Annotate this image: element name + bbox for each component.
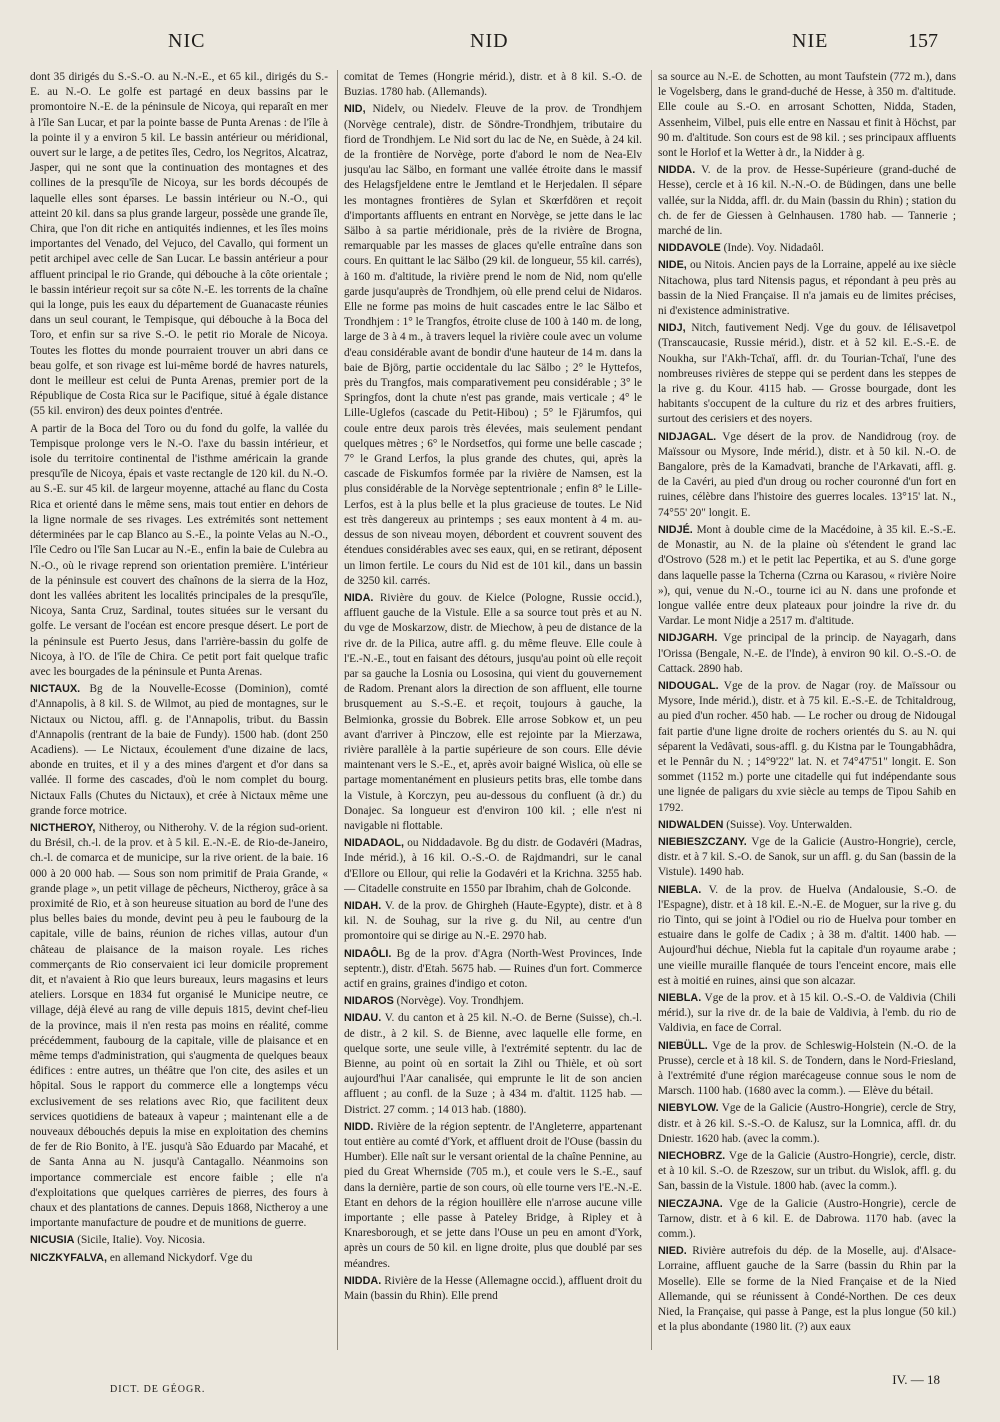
footer-volume-sheet: IV. — 18 bbox=[892, 1372, 940, 1387]
entry-body: comitat de Temes (Hongrie mérid.), distr. et à 8 kil. S.-O. de Buzias. 1780 hab. (Allemands). bbox=[344, 71, 642, 99]
dictionary-entry bbox=[344, 591, 642, 834]
running-head-left: NIC bbox=[168, 30, 206, 52]
entry-body: Vge désert de la prov. de Nandidroug (roy. de Maïssour ou Mysore, Inde mérid.), distr. et à 50 kil. N.-O. de Bangalore, près de la Kamadvati, branche de l'Arkavati, affl. g. de la Cavéri, au pied d'un droug ou rocher couronné d'un fort en ruines, célèbre dans l'histoire des guerres locales. 13°15' lat. N., 74°55' 20" longit. E. bbox=[658, 430, 956, 519]
entry-body: Vge de la Galicie (Austro-Hongrie), cercle de Stry, distr. et à 26 kil. S.-S.-O. de Kalusz, sur la Lomnica, affl. dr. du Dniestr. 1620 hab. (avec la comm.). bbox=[658, 1102, 956, 1145]
entry-headword: NIDAH. bbox=[344, 899, 382, 912]
entry-body: Vge de la Galicie (Austro-Hongrie), cercle, distr. et à 7 kil. S.-O. de Sanok, sur un affl. g. du San (bassin de la Vistule). 1490 hab. bbox=[658, 835, 956, 879]
entry-headword: NIDAU. bbox=[344, 1012, 382, 1025]
entry-headword: NIDDA. bbox=[658, 164, 696, 177]
dictionary-entry bbox=[658, 883, 956, 989]
dictionary-entry bbox=[658, 1149, 956, 1195]
entry-headword: NIEBLA. bbox=[658, 883, 702, 896]
entry-headword: NIDJAGAL. bbox=[658, 430, 717, 443]
entry-body: Bg de la Nouvelle-Ecosse (Dominion), comté d'Annapolis, à 8 kil. S. de Wilmot, au pied de montagnes, sur le Nictaux ou Nictou, affl. g. de l'Annapolis, tribut. du Bassin d'Annapolis (rentrant de la baie de Fundy). 1500 hab. (dont 250 Acadiens). — Le Nictaux, écoulement d'une dizaine de lacs, abonde en truites, et il y a des mines d'argent et d'or dans sa vallée. Il forme des cascades, d'où le nom complet du bourg. Nictaux Falls (Chutes du Nictaux), et crée à Nictaux même une grande force motrice. bbox=[30, 683, 328, 817]
page-number: 157 bbox=[908, 30, 938, 52]
entry-body: Vge de la prov. et à 15 kil. O.-S.-O. de Valdivia (Chili mérid.), sur la rive dr. de la baie de Valdivia, à l'emb. du rio de Valdivia, en face de Corral. bbox=[658, 991, 956, 1035]
running-head-center: NID bbox=[470, 30, 509, 52]
entry-headword: NICUSIA bbox=[30, 1234, 75, 1247]
text-column-1 bbox=[30, 70, 328, 1360]
dictionary-entry bbox=[344, 899, 642, 945]
dictionary-entry bbox=[658, 679, 956, 816]
footer-signature: DICT. DE GÉOGR. bbox=[110, 1384, 206, 1395]
dictionary-entry bbox=[658, 321, 956, 427]
entry-headword: NIDAÔLI. bbox=[344, 947, 392, 960]
dictionary-entry bbox=[344, 70, 642, 100]
entry-headword: NIDE, bbox=[658, 259, 687, 272]
text-column-2 bbox=[344, 70, 642, 1360]
entry-headword: NID, bbox=[344, 103, 366, 116]
dictionary-entry bbox=[658, 835, 956, 881]
entry-headword: NIED. bbox=[658, 1245, 687, 1258]
entry-body: Nidelv, ou Niedelv. Fleuve de la prov. de Trondhjem (Norvège centrale), distr. de Söndre-Trondhjem, tributaire du fiord de Trondhjem. Le Nid sort du lac de Ne, en Suède, à 24 kil. de la frontière de Norvège, porte d'abord le nom de Nea-Elv jusqu'au lac Sälbo, en formant une vallée étroite dans le massif des Helagsfjeldene entre le Jemtland et le Herjedalen. Il sépare les montagnes frontières de Sylan et Skœrfdören et reçoit d'importants affluents en entrant en Norvège, se jette dans le lac Sälbo à sa partie méridionale, près de la rivière de Brogna, remarquable par les masses de glaces qu'elle entraîne dans son cours. En quittant le lac Sälbo (29 kil. de longueur, 55 kil. carrés), à 160 m. d'altitude, la rivière prend le nom de Nid, nom qu'elle garde jusqu'auprès de Trondhjem, où elle prend celui de Nidaros. Elle ne forme pas moins de huit cascades entre le lac Sälbo et Trondhjem : 1° le Trangfos, étroite cluse de 100 à 140 m. de long, large de 3 à 4 m., à travers lequel la rivière coule avec un volume d'eau considérable avant de bondir d'une hauteur de 14 m. dans la baie de Björg, partie occidentale du lac Sälbo ; 2° le Hyttefos, près du Trangfos, mais comparativement peu considérable ; 3° le Springfos, dont la chute n'est pas grande, mais verticale ; 4° le Lille-Uglefos (cascade du Petit-Hibou) ; 5° le Fjärumfos, qui coule entre deux parois très élevées, mais seulement pendant quelques mètres ; 6° le Nordsetfos, qui forme une belle cascade ; 7° le Grand Lerfos, la plus grande des chutes, qui, après la cascade de Fiskumfos formée par la rivière de Namsen, est la plus considérable de la Norvège septentrionale ; enfin 8° le Lille-Lerfos, est à la plus belle et la plus gracieuse de toutes. Le Nid est très dangereux au printemps ; ses eaux montent à 4 m. au-dessus de son niveau moyen, débordent et couvrent souvent des étendues considérables avec ses eaux, qui, en se retirant, déposent un limon fertile. Le cours du Nid est de 101 kil., dans un bassin de 3250 kil. carrés. bbox=[344, 103, 642, 587]
entry-headword: NIECZAJNA. bbox=[658, 1197, 723, 1210]
entry-body: Vge de la prov. de Schleswig-Holstein (N.-O. de la Prusse), cercle et à 18 kil. S. de Tondern, dans le Nord-Friesland, à l'extrémité d'une région marécageuse connue sous le nom de Marsch. 1100 hab. (1680 avec la comm.). — Elève du bétail. bbox=[658, 1039, 956, 1098]
dictionary-entry bbox=[30, 1251, 328, 1266]
entry-headword: NIDDAVOLE bbox=[658, 242, 721, 255]
dictionary-entry bbox=[30, 70, 328, 420]
dictionary-entry bbox=[30, 821, 328, 1231]
dictionary-entry bbox=[658, 430, 956, 521]
entry-headword: NIEBLA. bbox=[658, 991, 702, 1004]
entry-body: ou Niddadavole. Bg du distr. de Godavéri (Madras, Inde mérid.), à 16 kil. O.-S.-O. de Rajdmandri, sur le canal d'Ellore ou Ellour, qui relie la Godavéri et la Krichna. 3255 hab. — Citadelle construite en 1550 par Ibrahim, chah de Golconde. bbox=[344, 837, 642, 895]
dictionary-entry bbox=[30, 682, 328, 819]
entry-body: (Sicile, Italie). Voy. Nicosia. bbox=[77, 1234, 206, 1247]
entry-body: V. de la prov. de Hesse-Supérieure (grand-duché de Hesse), cercle et à 16 kil. N.-N.-O. de Büdingen, dans une belle vallée, sur la Nidda, affl. dr. du Main (bassin du Rhin) ; station du ch. de fer de Giessen à Gelnhausen. 1780 hab. — Tannerie ; marché de lin. bbox=[658, 164, 956, 238]
entry-body: Rivière autrefois du dép. de la Moselle, auj. d'Alsace-Lorraine, affluent gauche de la Sarre (bassin du Rhin par la Moselle). Elle se forme de la Nied Française et de la Nied Allemande, qui se réunissent à Condé-Northen. De ces deux Nied, la Française, qui passe à Pange, est la plus longue (50 kil.) et la plus abondante (1980 lit. (?) aux eaux bbox=[658, 1245, 956, 1334]
entry-headword: NIDAROS bbox=[344, 995, 394, 1008]
entry-body: A partir de la Boca del Toro ou du fond du golfe, la vallée du Tempisque prolonge vers le N.-O. l'axe du bassin intérieur, et isole du territoire continental de l'isthme américain la grande presqu'île de Nicoya, épais et vaste rectangle de 120 kil. du N.-O. au S.-E. sur 45 kil. de largeur moyenne, attaché au flanc du Costa Rica et orienté dans le même sens, mais tout entier en dehors de la ligne normale de ses rivages. Les extrémités sont nettement déterminées par le cap Blanco au S.-E., la pointe Velas au N.-O., l'île Cedro ou l'île San Lucar au N.-E., enfin la baie de Culebra au N.-O., où le rivage reprend son orientation première. L'intérieur de la péninsule est couvert des chaînons de la sierra de la Hoz, dont les vallées abritent les localités principales de la presqu'île, Nicoya, Santa Cruz, Sardinal, toutes situées sur le versant du golfe. Le versant de l'océan est encore presque désert. Le port de la péninsule est Puerto Jesus, dans l'arrière-bassin du golfe de Nicoya, à l'O. de l'île de Chira. Ce petit port fait quelque trafic avec les bourgades de la péninsule et Punta Arenas. bbox=[30, 422, 328, 678]
entry-headword: NICTAUX. bbox=[30, 683, 81, 696]
entry-headword: NIDJGARH. bbox=[658, 632, 718, 645]
entry-body: (Inde). Voy. Nidadaôl. bbox=[723, 242, 824, 255]
entry-body: Vge de la Galicie (Austro-Hongrie), cercle de Tarnow, distr. et à 6 kil. E. de Dabrowa. 1170 hab. (avec la comm.). bbox=[658, 1197, 956, 1241]
entry-body: Nitch, fautivement Nedj. Vge du gouv. de Iélisavetpol (Transcaucasie, Russie mérid.), distr. et à 52 kil. E.-S.-E. de Noukha, sur l'Akh-Tchaï, affl. dr. du Tourian-Tchaï, l'une des nombreuses rivières de steppe qui se perdent dans les steppes de la rive g. du Kour. 4115 hab. — Grosse bourgade, dont les habitants s'occupent de la culture du riz et des arbres fruitiers, surtout des cerisiers et des noyers. bbox=[658, 322, 956, 426]
dictionary-entry bbox=[658, 1244, 956, 1335]
entry-headword: NICTHEROY, bbox=[30, 821, 96, 834]
entry-headword: NIECHOBRZ. bbox=[658, 1150, 726, 1163]
text-column-3 bbox=[658, 70, 956, 1360]
entry-headword: NIEBYLOW. bbox=[658, 1102, 719, 1115]
dictionary-entry bbox=[658, 1039, 956, 1100]
dictionary-entry bbox=[658, 258, 956, 319]
entry-headword: NIDJ, bbox=[658, 322, 686, 335]
entry-body: Mont à double cime de la Macédoine, à 35 kil. E.-S.-E. de Monastir, au N. de la plaine où s'étendent le grand lac d'Ostrovo (528 m.) et le petit lac Pepertika, et au S. d'une gorge dans laquelle passe la Tcherna (Czrna ou Karasou, « rivière Noire »), qui, venue du N.-O., tourne ici au N. dans une profonde et longue vallée entre deux plateaux pour joindre la rive dr. du Vardar. Le mont Nidje a 2517 m. d'altitude. bbox=[658, 523, 956, 628]
dictionary-entry bbox=[344, 1274, 642, 1304]
entry-headword: NIDADAOL, bbox=[344, 837, 404, 850]
entry-body: ou Nitois. Ancien pays de la Lorraine, appelé au ixe siècle Nitachowa, plus tard Nitensis pagus, et répondant à peu près au bassin de la Nied Française. Il n'a jamais eu de limites précises, ni d'existence administrative. bbox=[658, 259, 956, 318]
dictionary-entry bbox=[658, 818, 956, 833]
entry-body: V. de la prov. de Huelva (Andalousie, S.-O. de l'Espagne), distr. et à 18 kil. E.-N.-E. de Moguer, sur la rive g. du rio Tinto, qui se joint à l'Odiel ou rio de Huelva pour tomber en estuaire dans le golfe de Cadix ; à 38 m. d'altit. 1400 hab. — Aujourd'hui déchue, Niebla fut la capitale d'un royaume arabe ; une vieille muraille flanquée de tours l'enceint encore, mais elle est à moitié en ruines, ainsi que son alcazar. bbox=[658, 883, 956, 987]
entry-headword: NIDOUGAL. bbox=[658, 679, 719, 692]
entry-body: dont 35 dirigés du S.-S.-O. au N.-N.-E., et 65 kil., dirigés du S.-E. au N.-O. Le golfe est partagé en deux bassins par le promontoire N.-E. de la péninsule de Nicoya, qui reparaît en mer à l'île San Lucar, et par la pointe basse de Punta Arenas : de l'île à la pointe il y a environ 5 kil. Le bassin antérieur ou méridional, ouvert sur le large, a de petites îles, Cedro, los Negritos, Alcatraz, Jasper, qui ne sont que la continuation des montagnes et des collines de la presqu'île de Nicoya, sur les bords découpés de laquelle elles sont éparses. Le bassin intérieur ou N.-O., qui atteint 20 kil. dans sa plus grande largeur, possède une grande île, Chira, que l'on dit riche en antiquités indiennes, et les îles moins importantes del Venado, del Vejuco, del Cavallo, qui forment un petit archipel avec celle de San Lucar. Le bassin antérieur a pour affluent principal le rio Grande, qui débouche à la côte orientale ; le bassin intérieur reçoit sur sa côte N.-E. les torrents de la chaîne qui la longe, puis les eaux du département de Guanacaste réunies dans un seul courant, le Tempisque, qui débouche à la Boca del Toro, et enfin sur sa rive S.-O. le petit rio Morale de Nicoya. Toutes les flottes du monde pourraient trouver un abri dans ce beau golfe, et son rivage est lui-même bordé de havres naturels, dont le meilleur est celui de Punta Arenas, premier port de la République de Costa Rica sur le Pacifique, situé à égale distance (55 kil. environ) des deux pointes d'entrée. bbox=[30, 71, 328, 418]
dictionary-entry bbox=[344, 836, 642, 897]
entry-body: Vge de la Galicie (Austro-Hongrie), cercle, distr. et à 10 kil. S.-O. de Rzeszow, sur un tribut. du Wislok, affl. g. du San, bassin de la Vistule. 1800 hab. (avec la comm.). bbox=[658, 1150, 956, 1193]
entry-body: Vge de la prov. de Nagar (roy. de Maïssour ou Mysore, Inde mérid.), distr. et à 75 kil. E.-S.-E. de Tchitaldroug, au pied d'un rocher. 450 hab. — Le rocher ou droug de Nidougal fait partie d'une ligne droite de rochers orientés du S. au N. qui séparent la Vedâvati, sous-affl. g. du Kistna par le Toungabhâdra, et le Pennâr du N. ; 14°9'22" lat. N. et 74°47'51" longit. E. Son sommet (1152 m.) porte une citadelle qui fut indépendante sous une lignée de paligars du xvie siècle au temps de Tipou Sahib en 1792. bbox=[658, 679, 956, 814]
entry-body: sa source au N.-E. de Schotten, au mont Taufstein (772 m.), dans le Vogelsberg, dans le grand-duché de Hesse, à 350 m. d'altitude. Elle coule au S.-O. en arrosant Schotten, Nidda, Staden, Assenheim, Vilbel, puis elle entre en Nassau et finit à Höchst, par 90 m. d'altitude. Son cours est de 98 kil. ; ses principaux affluents sont le Horlof et la Wetter à dr., la Nidder à g. bbox=[658, 71, 956, 160]
entry-body: Rivière de la région septentr. de l'Angleterre, appartenant tout entière au comté d'York, et affluent droit de l'Ouse (bassin du Humber). Elle naît sur le versant oriental de la chaîne Pennine, au pied du Great Whernside (705 m.), et coule vers le S.-E., sauf dans la dernière, partie de son cours, où elle tourne vers l'E.-N.-E. Etant en dehors de la région houillère elle n'arrose aucune ville importante ; elle passe à Pateley Bridge, à Ripley et à Knaresborough, et se jette dans l'Ouse un peu en amont d'York, après un cours de 50 kil. en ligne droite, plus que doublé par ses méandres. bbox=[344, 1120, 642, 1270]
entry-body: Rivière du gouv. de Kielce (Pologne, Russie occid.), affluent gauche de la Vistule. Elle a sa source tout près et au N. du vge de Moskarzow, distr. de Miechow, à peu de distance de la rive dr. de la Pilica, autre affl. g. du même fleuve. Elle coule à l'E.-N.-E., tout en faisant des détours, jusqu'au point où elle reçoit par sa gauche la Losnia ou Lososina, qui vient du gouvernement de Radom. Prenant alors la direction de son affluent, elle tourne brusquement au S.-S.-E. et reçoit, toujours à gauche, la Belmionka, grossie du Bobrek. Elle arrose Sobkow et, un peu avant d'arriver à Pinczow, elle est rejointe par la Mierzawa, rivière parallèle à la partie supérieure de son cours. Elle dévie maintenant vers le S.-E., et, après avoir baigné Wislica, où elle se partage momentanément en plusieurs petits bras, elle tombe dans la Vistule, à Korczyn, peu au-dessous du confluent (à dr.) du Donajec. Sa longueur est d'environ 100 kil. ; elle n'est ni navigable ni flottable. bbox=[344, 591, 642, 832]
entry-body: V. de la prov. de Ghirgheh (Haute-Egypte), distr. et à 8 kil. N. de Souhag, sur la rive g. du Nil, au centre d'un promontoire qui se dirige au N.-E. 2970 hab. bbox=[344, 899, 642, 943]
dictionary-entry bbox=[344, 994, 642, 1009]
dictionary-entry bbox=[658, 631, 956, 677]
text-columns bbox=[30, 70, 974, 1360]
dictionary-entry bbox=[658, 241, 956, 256]
entry-body: (Suisse). Voy. Unterwalden. bbox=[726, 818, 853, 831]
entry-headword: NIEBIESZCZANY. bbox=[658, 835, 747, 848]
dictionary-entry bbox=[344, 947, 642, 993]
dictionary-entry bbox=[658, 1197, 956, 1243]
entry-headword: NIDDA. bbox=[344, 1274, 382, 1287]
dictionary-entry bbox=[30, 422, 328, 680]
entry-body: en allemand Nickydorf. Vge du bbox=[109, 1251, 253, 1264]
dictionary-entry bbox=[658, 70, 956, 161]
dictionary-entry bbox=[344, 102, 642, 589]
entry-body: Bg de la prov. d'Agra (North-West Provinces, Inde septentr.), distr. d'Etah. 5675 hab. — Ruines d'un fort. Commerce actif en grains, graines d'indigo et coton. bbox=[344, 947, 642, 990]
entry-headword: NIDJÉ. bbox=[658, 523, 693, 536]
entry-body: Nitheroy, ou Nitherohy. V. de la région sud-orient. du Brésil, ch.-l. de la prov. et à 5 kil. E.-N.-E. de Rio-de-Janeiro, ch.-l. de comarca et de municipe, sur la rive orient. de la baie. 16 000 à 20 000 hab. — Sous son nom primitif de Praia Grande, « grande plage », un petit village de pêcheurs, Nictheroy, grâce à sa proximité de Rio, et à son heureuse situation au bord de l'une des plus belles baies du monde, devint peu à peu le faubourg de la capitale, ville de bains, réunion de riches villas, autour d'un château de plaisance de la maison royale. Les riches commerçants de Rio conservaient ici leur domicile proprement dit, et n'avaient à Rio que leurs bureaux, leurs magasins et leurs ateliers. Lorsque en 1834 fut organisé le Municipe neutre, ce village, déjà élevé au rang de ville depuis 1815, devint chef-lieu de la province, mais il n'en resta pas moins en réalité, comme précédemment, faubourg de la capitale, ville de plaisance et en même temps d'administration, qui s'augmenta de quelques beaux édifices : entre autres, un théâtre que l'on cite, des asiles et un hôpital. Sous le rapport du commerce elle a longtemps vécu exclusivement de ses relations avec Rio, que facilitent deux services quotidiens de bateaux à vapeur ; maintenant elle a de nouveaux débouchés depuis la mise en exploitation des chemins de fer de Rio Bonito, à l'E. jusqu'à São Eduardo par Macahé, et de Santa Anna au N. jusqu'à Cantagallo. Néanmoins son importance commerciale est encore faible ; elle n'a d'exploitations que quelques carrières de pierres, des fours à chaux et des plantations de cannes. Depuis 1868, Nictheroy a une importante manufacture de poudre et de munitions de guerre. bbox=[30, 821, 328, 1230]
entry-body: Rivière de la Hesse (Allemagne occid.), affluent droit du Main (bassin du Rhin). Elle prend bbox=[344, 1274, 642, 1303]
entry-body: (Norvège). Voy. Trondhjem. bbox=[396, 995, 524, 1008]
entry-body: V. du canton et à 25 kil. N.-O. de Berne (Suisse), ch.-l. de distr., à 2 kil. S. de Bienne, avec laquelle elle forme, en quelque sorte, une seule ville, à l'extrémité septentr. du lac de Bienne, au point où en sortait la Zihl ou Thièle, et où sort aujourd'hui l'Aar canalisée, qui emprunte le lit de son ancien affluent ; au confl. de la Suze ; à 434 m. d'altit. 1125 hab. — District. 27 comm. ; 14 013 hab. (1880). bbox=[344, 1012, 642, 1116]
dictionary-entry bbox=[344, 1120, 642, 1272]
dictionary-entry bbox=[344, 1011, 642, 1117]
entry-body: Vge principal de la princip. de Nayagarh, dans l'Orissa (Bengale, N.-E. de l'Inde), à environ 90 kil. O.-S.-O. de Cattack. 2890 hab. bbox=[658, 632, 956, 675]
dictionary-entry bbox=[658, 523, 956, 629]
dictionary-entry bbox=[658, 991, 956, 1037]
entry-headword: NIDWALDEN bbox=[658, 818, 724, 831]
entry-headword: NIDA. bbox=[344, 591, 374, 604]
page-header bbox=[0, 30, 1000, 64]
entry-headword: NIEBÜLL. bbox=[658, 1039, 708, 1052]
dictionary-entry bbox=[30, 1233, 328, 1248]
dictionary-entry bbox=[658, 163, 956, 239]
running-head-right: NIE bbox=[792, 30, 829, 52]
entry-headword: NIDD. bbox=[344, 1120, 374, 1133]
dictionary-entry bbox=[658, 1101, 956, 1147]
entry-headword: NICZKYFALVA, bbox=[30, 1251, 107, 1264]
